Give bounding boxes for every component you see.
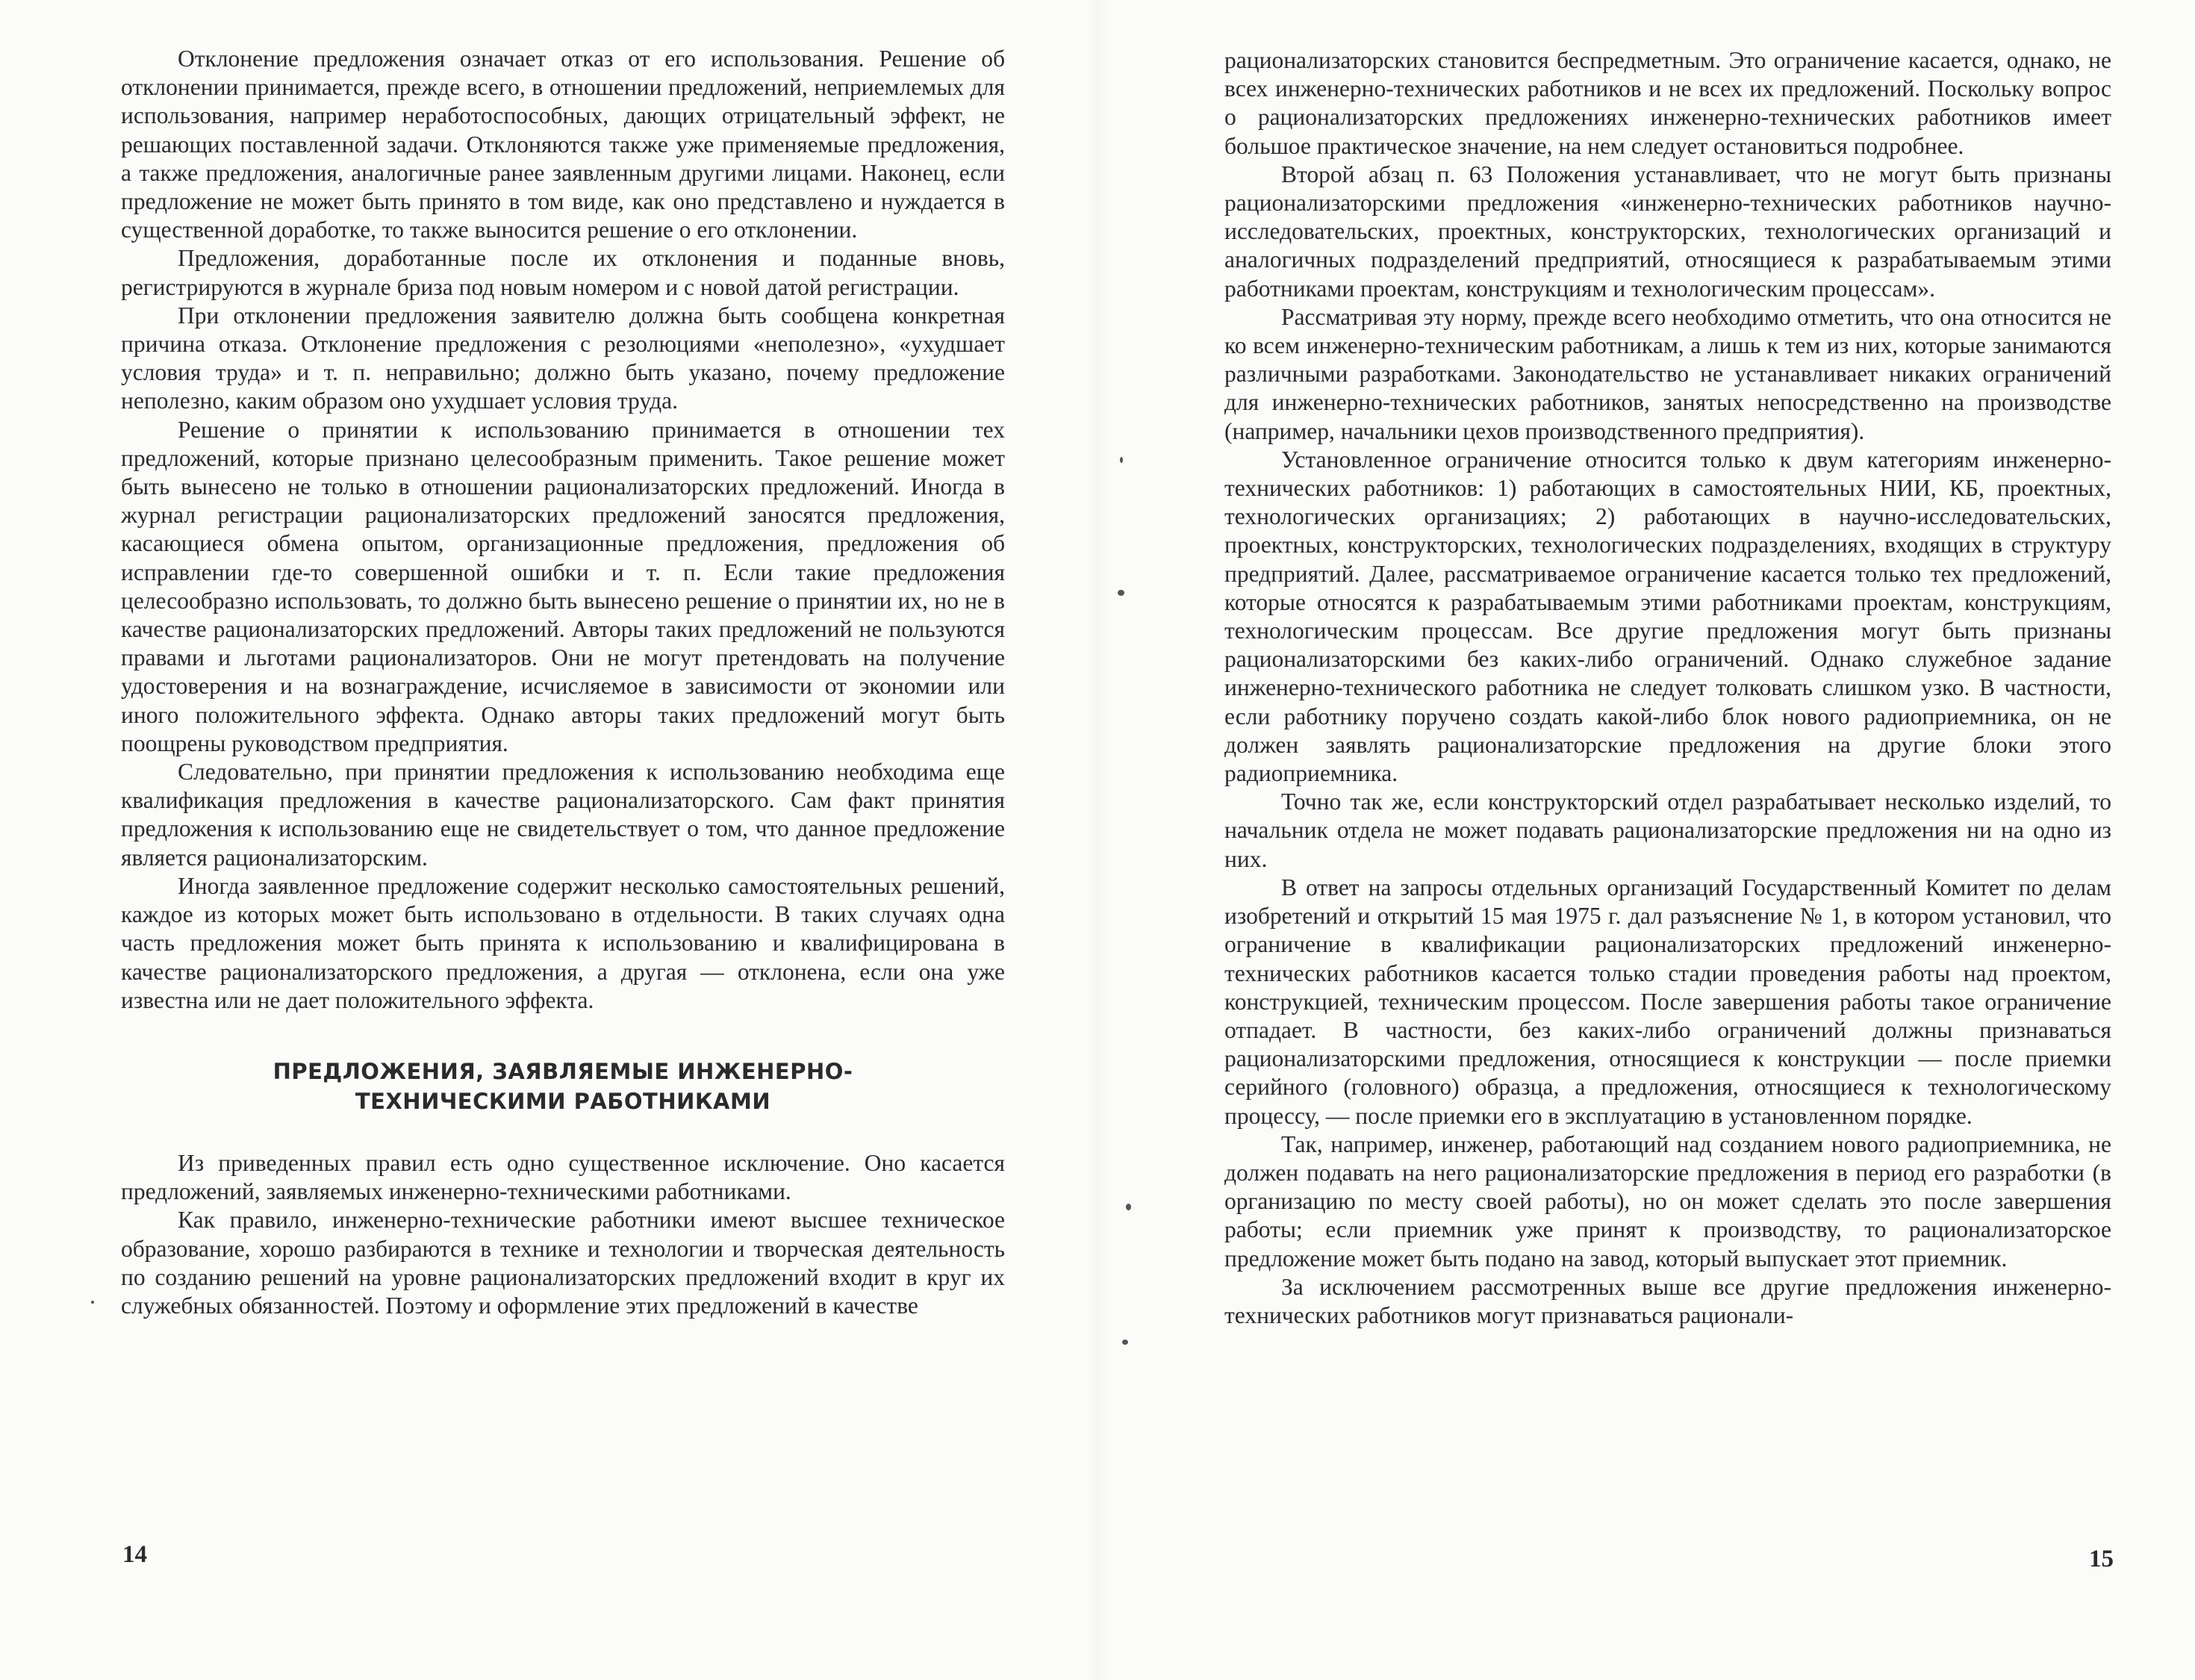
section-heading-line-1: ПРЕДЛОЖЕНИЯ, ЗАЯВЛЯЕМЫЕ ИНЖЕНЕРНО-: [273, 1058, 853, 1084]
left-paragraph-3: При отклонении предложения заявителю должна быть сообщена конкретная причина отказа. Отклонение предложения с резолюциями «неполезно», «ухудшает условия труда» и т. п. неправильно; должно быть указано, почему предложение неполезно, каким образом оно ухудшает условия труда.: [121, 302, 1005, 414]
section-heading-line-2: ТЕХНИЧЕСКИМИ РАБОТНИКАМИ: [355, 1088, 771, 1114]
scan-speck: [1122, 1340, 1128, 1345]
right-paragraph-4: Установленное ограничение относится только к двум категориям инженерно-технических работников: 1) работающих в самостоятельных НИИ, КБ, проектных, технологических организациях; 2) работающих в научно-исследовательских, проектных, конструкторских, технологических подразделениях, входящих в структуру предприятий. Далее, рассматриваемое ограничение касается только тех предложений, которые относятся к разрабатываемым этими работниками проектам, конструкциям, технологическим процессам. Все другие предложения могут быть признаны рационализаторскими без каких-либо ограничений. Однако служебное задание инженерно-технического работника не следует толковать слишком узко. В частности, если работнику поручено создать какой-либо блок нового радиоприемника, он не должен заявлять рационализаторские предложения на другие блоки этого радиоприемника.: [1224, 446, 2111, 787]
left-text-column: [121, 45, 1005, 1320]
scan-speck: [91, 1301, 94, 1304]
left-paragraph-8: Как правило, инженерно-технические работники имеют высшее техническое образование, хорошо разбираются в технике и технологии и творческая деятельность по созданию решений на уровне рационализаторских предложений входит в круг их служебных обязанностей. Поэтому и оформление этих предложений в качестве: [121, 1207, 1005, 1319]
left-paragraph-2: Предложения, доработанные после их отклонения и поданные вновь, регистрируются в журнале бриза под новым номером и с новой датой регистрации.: [121, 245, 1005, 300]
left-paragraph-1: Отклонение предложения означает отказ от его использования. Решение об отклонении принимается, прежде всего, в отношении предложений, неприемлемых для использования, например неработоспособных, дающих отрицательный эффект, не решающих поставленной задачи. Отклоняются также уже применяемые предложения, а также предложения, аналогичные ранее заявленным другими лицами. Наконец, если предложение не может быть принято в том виде, как оно представлено и нуждается в существенной доработке, то также выносится решение о его отклонении.: [121, 46, 1005, 243]
right-paragraph-7: Так, например, инженер, работающий над созданием нового радиоприемника, не должен подавать на него рационализаторские предложения в период его разработки (в организацию по месту своей работы), но он может сделать это после завершения работы; если приемник уже принят к производству, то рационализаторское предложение может быть подано на завод, который выпускает этот приемник.: [1224, 1130, 2111, 1272]
left-paragraph-5: Следовательно, при принятии предложения к использованию необходима еще квалификация предложения в качестве рационализаторского. Сам факт принятия предложения к использованию еще не свидетельствует о том, что данное предложение является рационализаторским.: [121, 759, 1005, 871]
scan-speck: [1118, 590, 1124, 596]
scan-speck: [1120, 457, 1123, 463]
right-paragraph-2: Второй абзац п. 63 Положения устанавливает, что не могут быть признаны рационализаторскими предложения «инженерно-технических работников научно-исследовательских, проектных, конструкторских, технологических организаций и аналогичных подразделений предприятий, относящиеся к разрабатываемым этими работниками проектам, конструкциям и технологическим процессам».: [1224, 161, 2111, 302]
right-paragraph-8: За исключением рассмотренных выше все другие предложения инженерно-технических работников могут признаваться рационали-: [1224, 1273, 2111, 1328]
right-page: [1098, 0, 2195, 1680]
scan-speck: [1126, 1204, 1131, 1210]
left-paragraph-4: Решение о принятии к использованию принимается в отношении тех предложений, которые признано целесообразным применить. Такое решение может быть вынесено не только в отношении рационализаторских предложений. Иногда в журнал регистрации рационализаторских предложений заносятся предложения, касающиеся обмена опытом, организационные предложения, предложения об исправлении где-то совершенной ошибки и т. п. Если такие предложения целесообразно использовать, то должно быть вынесено решение о принятии их, но не в качестве рационализаторских предложений. Авторы таких предложений не пользуются правами и льготами рационализаторов. Они не могут претендовать на получение удостоверения и на вознаграждение, исчисляемое в зависимости от экономии или иного положительного эффекта. Однако авторы таких предложений могут быть поощрены руководством предприятия.: [121, 416, 1005, 756]
right-paragraph-6: В ответ на запросы отдельных организаций Государственный Комитет по делам изобретений и открытий 15 мая 1975 г. дал разъяснение № 1, в котором установил, что ограничение в квалификации рационализаторских предложений инженерно-технических работников касается только стадии проведения работы над проектом, конструкцией, техническим процессом. После завершения работы такое ограничение отпадает. В частности, без каких-либо ограничений должны признаваться рационализаторскими предложения, относящиеся к конструкции — после приемки серийного (головного) образца, а предложения, относящиеся к технологическому процессу, — после приемки его в эксплуатацию в установленном порядке.: [1224, 874, 2111, 1129]
right-paragraph-5: Точно так же, если конструкторский отдел разрабатывает несколько изделий, то начальник отдела не может подавать рационализаторские предложения ни на одно из них.: [1224, 788, 2111, 872]
left-page-number: 14: [122, 1541, 147, 1568]
left-paragraph-7: Из приведенных правил есть одно существенное исключение. Оно касается предложений, заявляемых инженерно-техническими работниками.: [121, 1149, 1005, 1205]
left-paragraph-6: Иногда заявленное предложение содержит несколько самостоятельных решений, каждое из которых может быть использовано в отдельности. В таких случаях одна часть предложения может быть принята к использованию и квалифицирована в качестве рационализаторского предложения, а другая — отклонена, если она уже известна или не дает положительного эффекта.: [121, 872, 1005, 1013]
right-paragraph-3: Рассматривая эту норму, прежде всего необходимо отметить, что она относится не ко всем инженерно-техническим работникам, а лишь к тем из них, которые занимаются различными разработками. Законодательство не устанавливает никаких ограничений для инженерно-технических работников, занятых непосредственно на производстве (например, начальники цехов производственного предприятия).: [1224, 303, 2111, 444]
section-heading: [121, 1057, 1005, 1116]
right-page-number: 15: [2089, 1546, 2114, 1572]
right-paragraph-1: рационализаторских становится беспредметным. Это ограничение касается, однако, не всех инженерно-технических работников и не всех их предложений. Поскольку вопрос о рационализаторских предложениях инженерно-технических работников имеет большое практическое значение, на нем следует остановиться подробнее.: [1224, 47, 2111, 159]
right-text-column: [1224, 46, 2111, 1330]
